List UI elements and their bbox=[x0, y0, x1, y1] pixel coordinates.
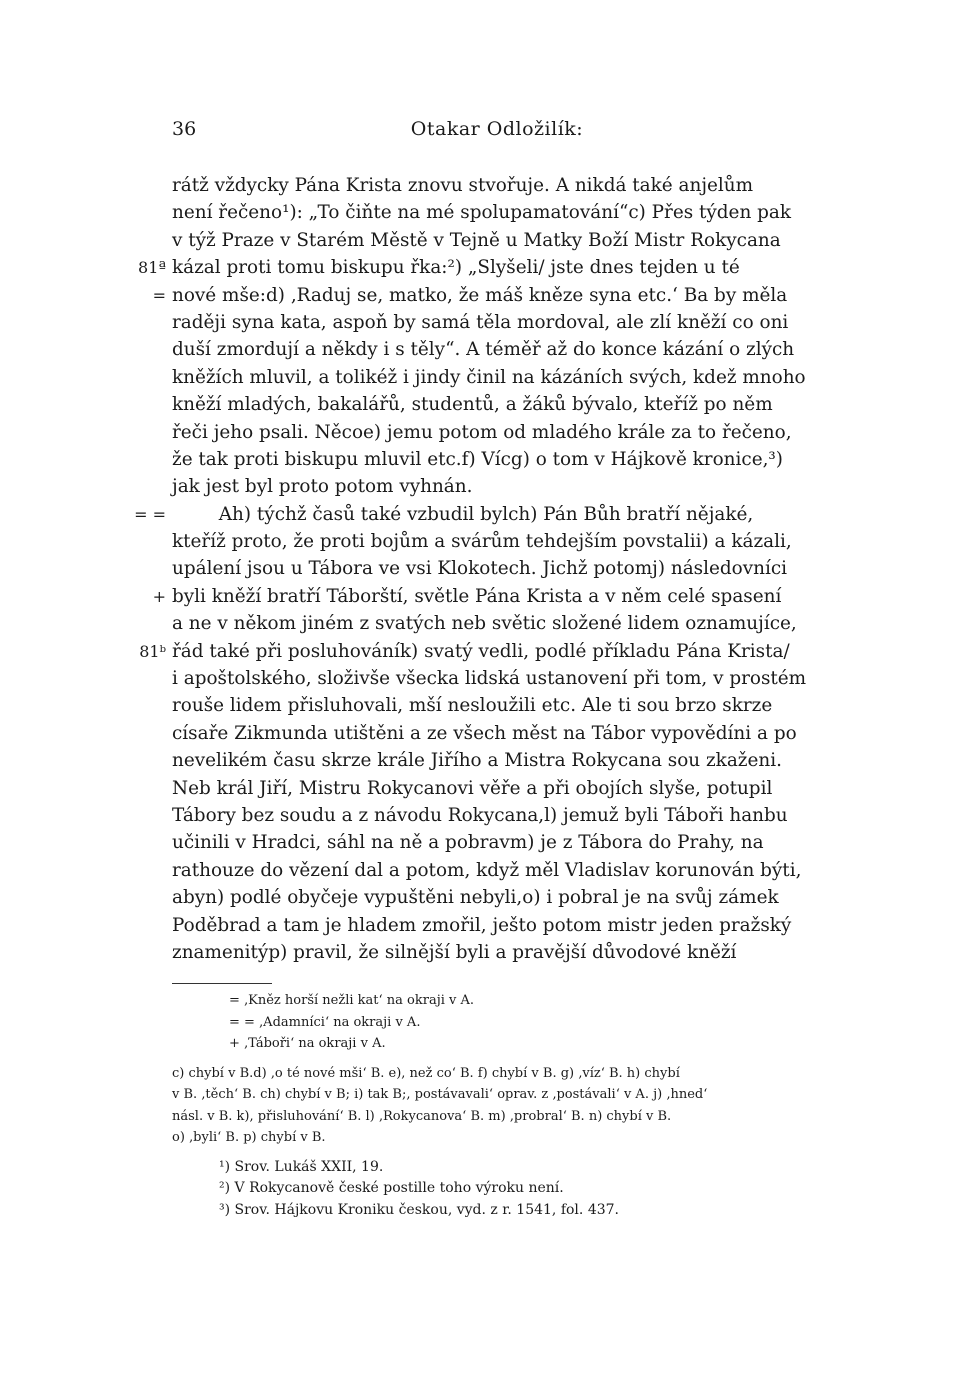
page-number: 36 bbox=[172, 118, 197, 140]
text-line bbox=[172, 391, 824, 418]
text-line bbox=[172, 199, 824, 226]
line-text: upálení jsou u Tábora ve vsi Klokotech. Jichž potomj) následovníci bbox=[172, 558, 788, 580]
line-text: jak jest byl proto potom vyhnán. bbox=[172, 476, 473, 498]
text-line bbox=[172, 747, 824, 774]
margin-note: + bbox=[152, 586, 166, 606]
text-line bbox=[152, 282, 824, 309]
line-text: Poděbrad a tam je hladem zmořil, ješto potom mistr jeden pražský bbox=[172, 914, 792, 936]
critical-note: násl. v B. k), přisluhování‘ B. l) ‚Rokycanova‘ B. m) ‚probral‘ B. n) chybí v B. bbox=[172, 1108, 672, 1124]
text-line bbox=[172, 364, 824, 391]
line-text: rátž vždycky Pána Krista znovu stvořuje. A nikdá také anjelům bbox=[172, 175, 754, 196]
variant-note: = ‚Kněz horší nežli kat‘ na okraji v A. bbox=[229, 993, 475, 1008]
line-text: raději syna kata, aspoň by samá těla mordoval, ale zlí kněží co oni bbox=[172, 311, 789, 333]
line-text: nové mše:d) ‚Raduj se, matko, že máš kněze syna etc.‘ Ba by měla bbox=[172, 284, 788, 306]
footnote: ¹) Srov. Lukáš XXII, 19. bbox=[219, 1158, 384, 1175]
line-text: císaře Zikmunda utištěni a ze všech měst na Tábor vypovědíni a po bbox=[172, 722, 797, 744]
text-line bbox=[172, 802, 824, 829]
critical-note: o) ‚byli‘ B. p) chybí v B. bbox=[172, 1130, 326, 1145]
text-line bbox=[172, 857, 824, 884]
text-line bbox=[172, 720, 824, 747]
text-line bbox=[172, 172, 824, 199]
text-line bbox=[172, 419, 824, 446]
text-line bbox=[172, 884, 824, 911]
line-text: učinili v Hradci, sáhl na ně a pobravm) je z Tábora do Prahy, na bbox=[172, 832, 764, 854]
line-text: nevelikém času skrze krále Jiřího a Mistra Rokycana sou zkaženi. bbox=[172, 750, 782, 772]
margin-note: = bbox=[152, 285, 166, 305]
page-header bbox=[172, 118, 822, 148]
line-text: a ne v někom jiném z svatých neb světic složené lidem oznamujíce, bbox=[172, 613, 797, 635]
margin-note: = = bbox=[134, 504, 166, 524]
line-text: není řečeno¹): „To čiňte na mé spolupamatování“c) Přes týden pak bbox=[172, 202, 792, 224]
critical-note: v B. ‚těch‘ B. ch) chybí v B; i) tak B;, postávavali‘ oprav. z ‚postávali‘ v A. j) ‚hned‘ bbox=[172, 1087, 708, 1102]
main-text bbox=[134, 172, 824, 966]
text-line bbox=[134, 501, 824, 528]
footnote-separator bbox=[172, 983, 272, 984]
text-line bbox=[172, 309, 824, 336]
variant-note: + ‚Táboři‘ na okraji v A. bbox=[229, 1036, 386, 1051]
footnotes bbox=[172, 1157, 832, 1222]
text-line bbox=[172, 692, 824, 719]
text-line bbox=[172, 473, 824, 500]
line-text: i apoštolského, složivše všecka lidská ustanovení při tom, v prostém bbox=[172, 668, 807, 690]
text-line bbox=[172, 227, 824, 254]
text-line bbox=[172, 446, 824, 473]
line-text: řád také při posluhováník) svatý vedli, podlé příkladu Pána Krista/ bbox=[172, 640, 790, 662]
text-line bbox=[172, 555, 824, 582]
critical-apparatus bbox=[172, 1063, 832, 1149]
line-text: rathouze do vězení dal a potom, když měl Vladislav korunován býti, bbox=[172, 859, 802, 881]
line-text: kázal proti tomu biskupu řka:²) „Slyšeli/ jste dnes tejden u té bbox=[172, 257, 740, 279]
text-line bbox=[172, 528, 824, 555]
text-line bbox=[152, 583, 824, 610]
critical-note: c) chybí v B.d) ‚o té nové mši‘ B. e), než co‘ B. f) chybí v B. g) ‚víz‘ B. h) chybí bbox=[172, 1065, 680, 1081]
line-text: Neb král Jiří, Mistru Rokycanovi věře a při obojích slyše, potupil bbox=[172, 777, 773, 799]
text-line bbox=[172, 939, 824, 966]
text-line bbox=[172, 336, 824, 363]
text-line bbox=[172, 665, 824, 692]
line-text: Ah) týchž časů také vzbudil bylch) Pán Bůh bratří nějaké, bbox=[172, 503, 754, 525]
line-text: kněžích mluvil, a tolikéž i jindy činil na kázáních svých, kdež mnoho bbox=[172, 366, 806, 388]
line-text: duší zmordují a někdy i s těly“. A téměř až do konce kázání o zlých bbox=[172, 339, 795, 361]
line-text: rouše lidem přisluhovali, mší nesloužili etc. Ale ti sou brzo skrze bbox=[172, 695, 773, 717]
margin-note: 81ª bbox=[138, 258, 166, 278]
text-line bbox=[138, 254, 824, 281]
text-line bbox=[172, 829, 824, 856]
footnote: ³) Srov. Hájkovu Kroniku českou, vyd. z r. 1541, fol. 437. bbox=[219, 1201, 619, 1218]
text-line bbox=[172, 775, 824, 802]
line-text: řeči jeho psali. Něcoe) jemu potom od mladého krále za to řečeno, bbox=[172, 421, 792, 443]
line-text: znamenitýp) pravil, že silnější byli a pravější důvodové kněží bbox=[172, 941, 737, 963]
line-text: kteříž proto, že proti bojům a svárům tehdejším povstalii) a kázali, bbox=[172, 531, 792, 553]
notes-area bbox=[172, 990, 832, 1221]
text-line bbox=[172, 912, 824, 939]
margin-note: 81ᵇ bbox=[139, 641, 166, 661]
line-text: abyn) podlé obyčeje vypuštěni nebyli,o) i pobral je na svůj zámek bbox=[172, 887, 779, 909]
variant-note: = = ‚Adamníci‘ na okraji v A. bbox=[229, 1014, 421, 1030]
line-text: Tábory bez soudu a z návodu Rokycana,l) jemuž byli Táboři hanbu bbox=[172, 804, 788, 826]
line-text: že tak proti biskupu mluvil etc.f) Vícg) o tom v Hájkově kronice,³) bbox=[172, 448, 783, 470]
variant-notes bbox=[172, 990, 832, 1055]
line-text: kněží mladých, bakalářů, studentů, a žáků bývalo, kteříž po něm bbox=[172, 394, 773, 416]
line-text: byli kněží bratří Táborští, světle Pána Krista a v něm celé spasení bbox=[172, 585, 782, 607]
running-head: Otakar Odložilík: bbox=[410, 118, 584, 140]
footnote: ²) V Rokycanově české postille toho výroku není. bbox=[219, 1180, 564, 1196]
text-line bbox=[172, 610, 824, 637]
line-text: v týž Praze v Starém Městě v Tejně u Matky Boží Mistr Rokycana bbox=[172, 229, 781, 251]
text-line bbox=[139, 638, 824, 665]
